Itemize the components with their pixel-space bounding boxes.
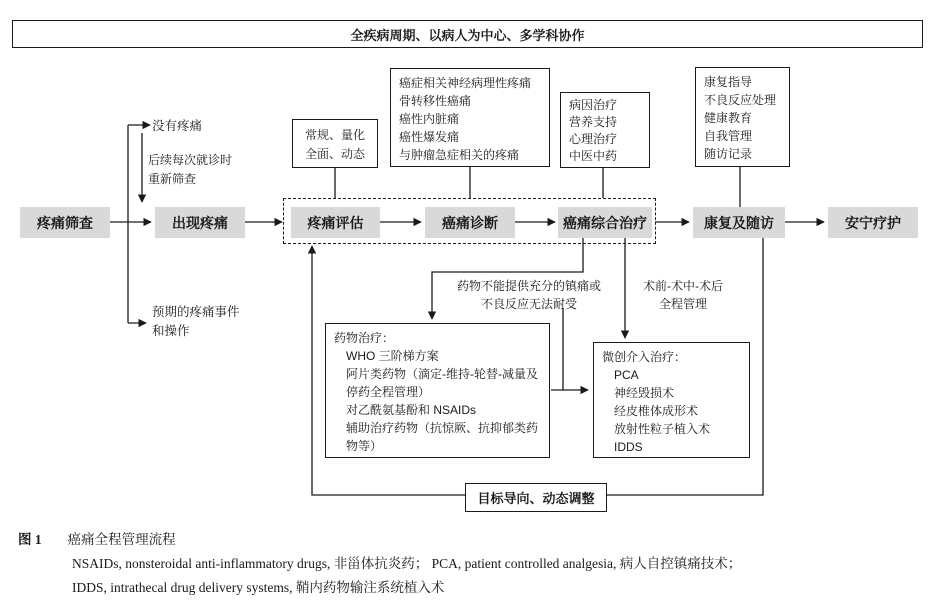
- figure-caption-abbreviations-2: IDDS, intrathecal drug delivery systems, 鞘内药物输注系统植入术: [72, 580, 445, 595]
- box-item: 停药全程管理）: [346, 385, 431, 399]
- label-perioperative-management: [628, 277, 738, 313]
- note-line: 营养支持: [569, 115, 618, 129]
- note-line: 与肿瘤急症相关的疼痛: [399, 148, 520, 162]
- box-item: 对乙酰氨基酚和 NSAIDs: [346, 403, 477, 417]
- label-rescreen-on-visit: [148, 151, 232, 189]
- label-no-pain: 没有疼痛: [152, 119, 203, 133]
- label-line: 不良反应无法耐受: [480, 297, 577, 311]
- note-pain-types: [390, 68, 550, 167]
- note-line: 健康教育: [704, 111, 753, 125]
- banner-management-scope: 全疾病周期、以病人为中心、多学科协作: [12, 20, 923, 48]
- node-goal-oriented-adjustment: 目标导向、动态调整: [465, 483, 607, 512]
- note-line: 全面、动态: [304, 147, 365, 161]
- note-treatment-modalities: [560, 92, 650, 168]
- node-pain-onset: 出现疼痛: [155, 207, 245, 238]
- box-item: WHO 三阶梯方案: [346, 349, 439, 363]
- label-line: 全程管理: [658, 297, 707, 311]
- label-line: 预期的疼痛事件: [152, 305, 240, 319]
- label-line: 后续每次就诊时: [148, 153, 233, 167]
- note-line: 随访记录: [704, 147, 753, 161]
- node-comprehensive-treatment: 癌痛综合治疗: [558, 207, 652, 238]
- box-item: 辅助治疗药物（抗惊厥、抗抑郁类药: [346, 421, 539, 435]
- label-inadequate-analgesia: [454, 277, 604, 313]
- node-cancer-pain-diagnosis: 癌痛诊断: [425, 207, 515, 238]
- node-hospice-care: 安宁疗护: [828, 207, 918, 238]
- note-assessment-principles: [292, 119, 378, 168]
- label-line: 和操作: [152, 324, 190, 338]
- figure-number: 图 1: [18, 532, 42, 547]
- label-line: 重新筛查: [148, 172, 197, 186]
- box-item: 物等）: [346, 439, 383, 453]
- label-expected-pain-events: [152, 303, 240, 341]
- note-line: 自我管理: [704, 129, 753, 143]
- box-item: IDDS: [614, 440, 643, 454]
- box-item: 神经毁损术: [614, 386, 675, 400]
- note-line: 癌症相关神经病理性疼痛: [399, 76, 532, 90]
- note-line: 中医中药: [569, 149, 618, 163]
- node-pain-assessment: 疼痛评估: [291, 207, 380, 238]
- label-line: 药物不能提供充分的镇痛或: [456, 279, 601, 293]
- note-line: 不良反应处理: [704, 93, 777, 107]
- box-item: 阿片类药物（滴定-维持-轮替-减量及: [346, 367, 538, 381]
- box-item: 经皮椎体成形术: [614, 404, 699, 418]
- box-item: PCA: [614, 368, 639, 382]
- box-item: 放射性粒子植入术: [614, 422, 711, 436]
- note-line: 癌性内脏痛: [399, 112, 460, 126]
- note-line: 康复指导: [704, 75, 753, 89]
- note-line: 癌性爆发痛: [399, 130, 460, 144]
- figure-title: 癌痛全程管理流程: [67, 532, 176, 547]
- label-line: 术前-术中-术后: [643, 279, 723, 293]
- note-line: 心理治疗: [569, 132, 618, 146]
- box-drug-therapy: [325, 323, 550, 458]
- figure-caption-title: [18, 528, 176, 548]
- note-line: 常规、量化: [304, 128, 365, 142]
- note-line: 病因治疗: [569, 98, 618, 112]
- node-rehab-followup: 康复及随访: [693, 207, 785, 238]
- figure-caption-abbreviations-1: NSAIDs, nonsteroidal anti-inflammatory drugs, 非甾体抗炎药； PCA, patient controlled analgesia, 病人自控镇痛技术；: [72, 556, 742, 571]
- box-title: 药物治疗：: [334, 331, 395, 345]
- box-title: 微创介入治疗：: [602, 350, 687, 364]
- node-pain-screening: 疼痛筛查: [20, 207, 110, 238]
- note-line: 骨转移性癌痛: [399, 94, 472, 108]
- box-minimally-invasive-therapy: [593, 342, 750, 458]
- note-rehab-items: [695, 67, 790, 167]
